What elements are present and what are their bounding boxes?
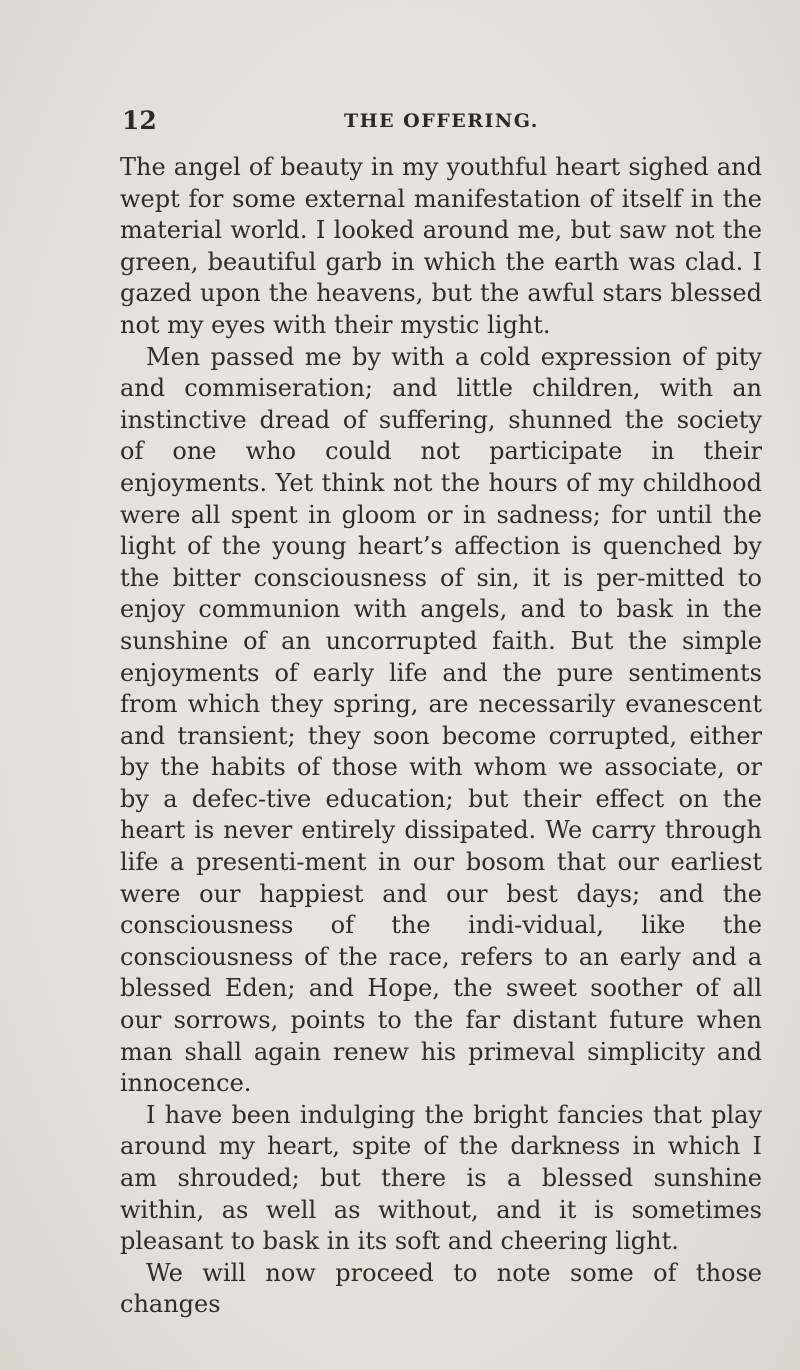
- page-number: 12: [122, 106, 157, 135]
- page-header: [122, 106, 762, 146]
- paragraph-4: We will now proceed to note some of those changes: [120, 1258, 762, 1319]
- body-text: [120, 152, 762, 1321]
- paragraph-1: The angel of beauty in my youthful heart sighed and wept for some external manifestation of itself in the material world. I looked around me, but saw not the green, beautiful garb in which the earth was clad. I gazed upon the heavens, but the awful stars blessed not my eyes with their mystic light.: [120, 153, 762, 339]
- running-head: THE OFFERING.: [344, 110, 539, 132]
- paragraph-3: I have been indulging the bright fancies that play around my heart, spite of the darkness in which I am shrouded; but there is a blessed sunshine within, as well as without, and it is sometimes pleasant to bask in its soft and cheering light.: [120, 1100, 762, 1256]
- paragraph-2: Men passed me by with a cold expression of pity and commiseration; and little children, with an instinctive dread of suffering, shunned the society of one who could not participate in their enjoyments. Yet think not the hours of my childhood were all spent in gloom or in sadness; for until the light of the young heart’s affection is quenched by the bitter consciousness of sin, it is per-mitted to enjoy communion with angels, and to bask in the sunshine of an uncorrupted faith. But the simple enjoyments of early life and the pure sentiments from which they spring, are necessarily evanescent and transient; they soon become corrupted, either by the habits of those with whom we associate, or by a defec-tive education; but their effect on the heart is never entirely dissipated. We carry through life a presenti-ment in our bosom that our earliest were our happiest and our best days; and the consciousness of the indi-vidual, like the consciousness of the race, refers to an early and a blessed Eden; and Hope, the sweet soother of all our sorrows, points to the far distant future when man shall again renew his primeval simplicity and innocence.: [120, 342, 762, 1098]
